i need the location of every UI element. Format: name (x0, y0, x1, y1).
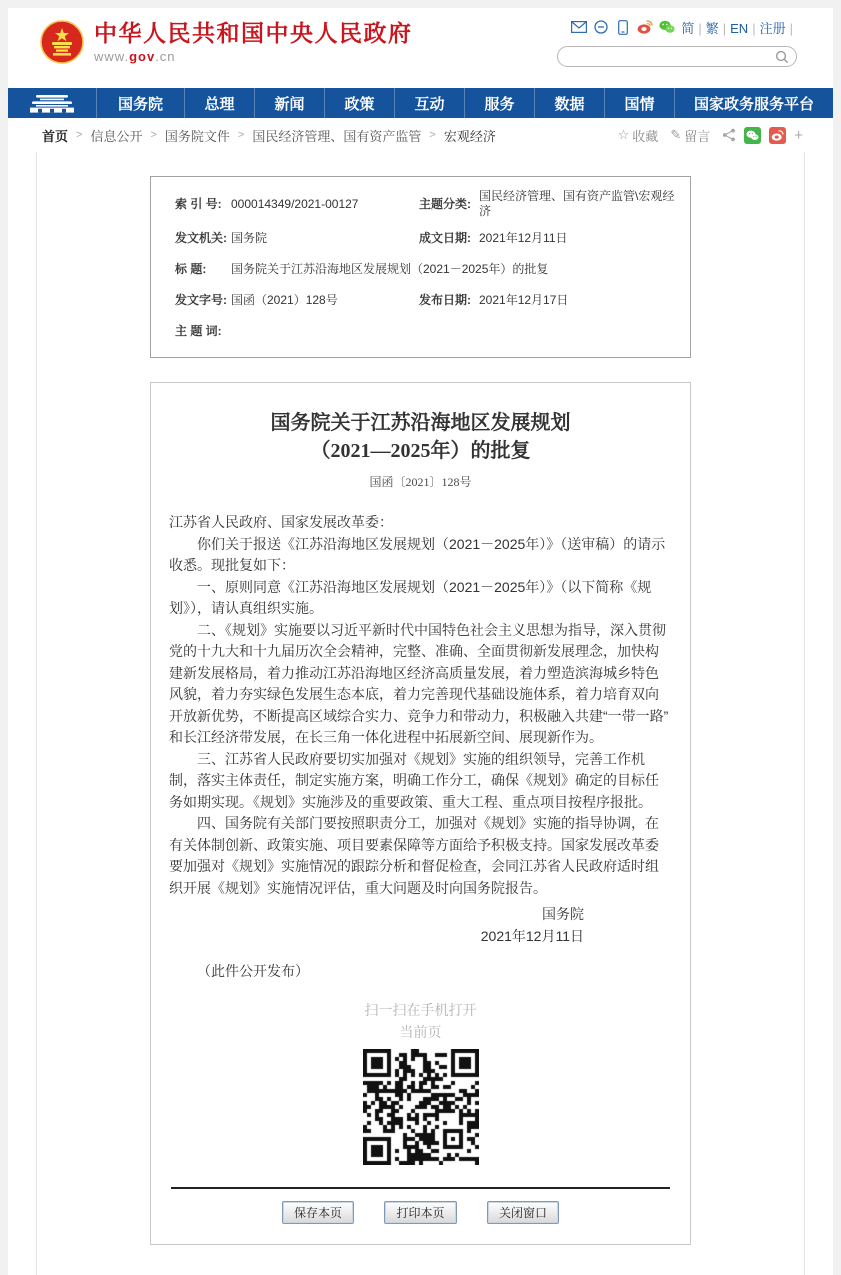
site-url: www.gov.cn (94, 49, 176, 64)
meta-value-issuing-agency: 国务院 (231, 231, 268, 245)
nav-item-zongli[interactable]: 总理 (184, 88, 254, 118)
document-divider (171, 1187, 670, 1189)
search-box (557, 46, 797, 67)
site-brand[interactable] (40, 20, 413, 64)
paragraph: 二、《规划》实施要以习近平新时代中国特色社会主义思想为指导，深入贯彻党的十九大和十九届历次全会精神，完整、准确、全面贯彻新发展理念，加快构建新发展格局，着力推动江苏沿海地区经济高质量发展，着力塑造滨海城乡特色风貌，着力夯实绿色发展生态本底，着力完善现代基础设施体系，着力培育双向开放新优势，不断提高区域综合实力、竞争力和带动力，积极融入共建“一带一路”和长江经济带发展，在长三角一体化进程中拓展新空间、展现新作为。 (169, 621, 669, 745)
plus-icon[interactable]: + (794, 126, 803, 144)
meta-label-date-published: 发布日期: (419, 293, 471, 307)
link-register[interactable]: 注册 (759, 20, 786, 36)
content-column (36, 152, 805, 1275)
salutation: 江苏省人民政府、国家发展改革委： (169, 514, 393, 530)
page-wrapper (8, 8, 833, 1275)
qr-area (169, 999, 672, 1165)
paragraph: 一、原则同意《江苏沿海地区发展规划（2021－2025年）》（以下简称《规划》），请认真组织实施。 (169, 578, 652, 616)
crumb-economy-category[interactable]: 国民经济管理、国有资产监管 (252, 128, 422, 144)
save-page-button[interactable]: 保存本页 (282, 1201, 354, 1224)
action-buttons (169, 1201, 672, 1224)
nav-item-zhengwu-platform[interactable]: 国家政务服务平台 (674, 88, 833, 118)
wechat-share-icon[interactable] (744, 127, 761, 144)
document-body (169, 512, 672, 899)
meta-value-date-published: 2021年12月17日 (479, 293, 569, 307)
meta-label-title: 标 题: (175, 262, 207, 276)
meta-value-date-written: 2021年12月11日 (479, 231, 568, 245)
meta-value-index: 000014349/2021-00127 (231, 196, 359, 211)
search-input[interactable] (568, 48, 775, 65)
mobile-icon[interactable] (614, 20, 631, 35)
breadcrumb: 首页 > 信息公开 > 国务院文件 > 国民经济管理、国有资产监管 > 宏观经济 (42, 126, 496, 145)
publish-note: （此件公开发布） (197, 963, 309, 979)
sign-date: 2021年12月11日 (480, 928, 584, 944)
meta-value-doc-number: 国函（2021）128号 (231, 293, 338, 307)
signature-block (169, 903, 672, 947)
meta-value-topic-category: 国民经济管理、国有资产监管\宏观经济 (479, 189, 675, 218)
site-title: 中华人民共和国中央人民政府 (94, 20, 413, 46)
nav-item-shuju[interactable]: 数据 (534, 88, 604, 118)
nav-item-xinwen[interactable]: 新闻 (254, 88, 324, 118)
document-box (150, 382, 691, 1245)
page-title: 国务院关于江苏沿海地区发展规划 （2021—2025年）的批复 (270, 412, 571, 462)
weibo-icon[interactable] (636, 20, 653, 35)
nav-item-guoqing[interactable]: 国情 (604, 88, 674, 118)
meta-label-issuing-agency: 发文机关: (175, 231, 227, 245)
nav-item-fuwu[interactable]: 服务 (464, 88, 534, 118)
breadcrumb-bar (8, 118, 833, 152)
meta-label-doc-number: 发文字号: (175, 293, 227, 307)
signer: 国务院 (542, 906, 584, 922)
meta-label-topic-category: 主题分类: (419, 196, 471, 211)
document-meta-table (150, 176, 691, 358)
national-emblem-icon (40, 20, 84, 64)
paragraph: 你们关于报送《江苏沿海地区发展规划（2021－2025年）》（送审稿）的请示收悉。现批复如下： (169, 535, 666, 573)
main-nav (8, 88, 833, 118)
nav-home[interactable] (8, 88, 96, 118)
link-english[interactable]: EN (730, 20, 749, 36)
share-button[interactable] (722, 128, 736, 142)
breadcrumb-tools (606, 126, 803, 145)
comment-button[interactable]: ✎ 留言 (670, 127, 711, 144)
favorite-button[interactable]: ☆ 收藏 (617, 127, 659, 144)
meta-value-title: 国务院关于江苏沿海地区发展规划（2021－2025年）的批复 (231, 262, 549, 276)
circle-dash-icon[interactable] (592, 20, 609, 35)
crumb-state-council-docs[interactable]: 国务院文件 (164, 128, 230, 144)
paragraph: 三、江苏省人民政府要切实加强对《规划》实施的组织领导，完善工作机制，落实主体责任，制定实施方案，明确工作分工，确保《规划》确定的目标任务如期实现。《规划》实施涉及的重要政策、重大工程、重点项目按程序报批。 (169, 750, 659, 810)
header-right (557, 16, 797, 67)
meta-label-index: 索 引 号: (175, 196, 222, 211)
nav-item-hudong[interactable]: 互动 (394, 88, 464, 118)
link-traditional[interactable]: 繁 (705, 20, 719, 36)
wechat-icon[interactable] (658, 20, 675, 35)
nav-item-zhengce[interactable]: 政策 (324, 88, 394, 118)
meta-value-keywords (231, 316, 685, 347)
search-icon[interactable] (775, 49, 790, 64)
quick-links: 简 | 繁 | EN | 注册 | (681, 20, 793, 36)
print-page-button[interactable]: 打印本页 (384, 1201, 456, 1224)
meta-label-keywords: 主 题 词: (175, 324, 222, 338)
share-nodes-icon (722, 128, 736, 142)
site-header (8, 8, 833, 88)
qr-code (363, 1049, 479, 1165)
crumb-home[interactable]: 首页 (42, 128, 69, 144)
crumb-info-disclosure[interactable]: 信息公开 (90, 128, 143, 144)
star-icon: ☆ (617, 127, 630, 142)
crumb-macro-economy: 宏观经济 (443, 128, 496, 144)
tiananmen-icon (26, 93, 78, 113)
weibo-share-icon[interactable] (769, 127, 786, 144)
nav-item-guowuyuan[interactable]: 国务院 (96, 88, 184, 118)
paragraph: 四、国务院有关部门要按照职责分工，加强对《规划》实施的指导协调，在有关体制创新、政策实施、项目要素保障等方面给予积极支持。国家发展改革委要加强对《规划》实施情况的跟踪分析和督促检查，会同江苏省人民政府适时组织开展《规划》实施情况评估，重大问题及时向国务院报告。 (169, 815, 659, 896)
link-simplified[interactable]: 简 (681, 20, 695, 36)
envelope-icon[interactable] (570, 20, 587, 35)
qr-caption: 扫一扫在手机打开 当前页 (364, 1002, 477, 1040)
close-window-button[interactable]: 关闭窗口 (487, 1201, 559, 1224)
meta-label-date-written: 成文日期: (419, 231, 471, 245)
document-number: 国函〔2021〕128号 (369, 475, 472, 489)
pencil-icon: ✎ (670, 127, 682, 142)
